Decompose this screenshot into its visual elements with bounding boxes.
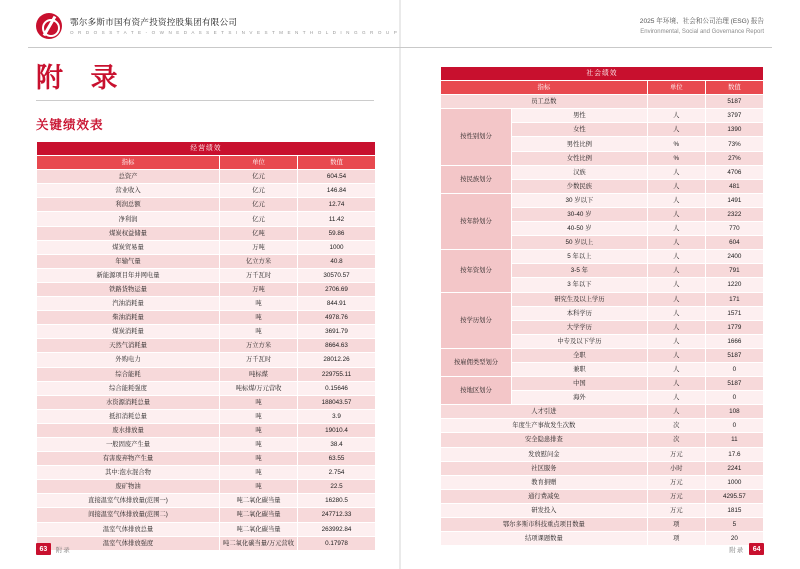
table-row [441,292,764,306]
page-number-right: 64 [749,543,764,555]
table-cell: 一般固废产生量 [37,437,220,451]
table-cell: 人 [647,179,705,193]
table-cell: 人 [647,405,705,419]
table-cell: 人 [647,207,705,221]
table-cell: 水资源消耗总量 [37,395,220,409]
table-cell: 0 [705,419,763,433]
table-cell: 兼职 [512,362,648,376]
table-cell: 吨二氧化碳当量/万元营收 [220,536,298,550]
table-cell: 27% [705,151,763,165]
table-row [441,518,764,532]
table-cell: 社区服务 [441,461,648,475]
table-row [441,377,764,391]
table-cell: 外购电力 [37,353,220,367]
report-title-block [640,16,764,37]
table-row [441,250,764,264]
table-cell: 12.74 [298,198,376,212]
table-cell: 汽油消耗量 [37,297,220,311]
logo-icon [36,13,62,39]
header-divider [28,47,772,48]
report-title-en: Environmental, Social and Governance Report [640,29,764,35]
table-cell: 人 [647,109,705,123]
table-cell: 人 [647,278,705,292]
table-cell: 4706 [705,165,763,179]
table-cell: 中国 [512,377,648,391]
table-cell: 19010.4 [298,423,376,437]
table-row [37,508,376,522]
table-cell: 万吨 [220,282,298,296]
table-cell: 770 [705,222,763,236]
table-cell: 煤炭贸易量 [37,240,220,254]
column-header: 单位 [220,156,298,170]
table-cell: 171 [705,292,763,306]
table-cell: 人 [647,222,705,236]
table-cell: 项 [647,518,705,532]
table-cell: 50 岁以上 [512,236,648,250]
table-cell: 亿元 [220,184,298,198]
table-row [37,184,376,198]
table-cell: 吨二氧化碳当量 [220,494,298,508]
social-performance-table [440,66,764,546]
table-row [37,353,376,367]
table-row [37,268,376,282]
table-row [37,226,376,240]
table-cell: 吨 [220,311,298,325]
page-number-left: 63 [36,543,51,555]
table-row [37,240,376,254]
table-cell: 煤炭消耗量 [37,325,220,339]
table-cell: 年输气量 [37,254,220,268]
table-cell: 人 [647,334,705,348]
table-cell: 4978.76 [298,311,376,325]
table-row [37,536,376,550]
table-cell: 其中:泡水混合物 [37,466,220,480]
table-row [37,198,376,212]
table-cell: 有害废弃物产生量 [37,452,220,466]
table-cell: 73% [705,137,763,151]
table-cell: 11 [705,433,763,447]
row-group-label: 按性别划分 [441,109,512,165]
table-cell: 3.9 [298,409,376,423]
table-cell: 本科学历 [512,306,648,320]
table-cell: 汉族 [512,165,648,179]
footer-label-right: 附录 [729,546,745,554]
table-cell: 604 [705,236,763,250]
table-cell: 万吨 [220,240,298,254]
table-cell: 5187 [705,377,763,391]
table-cell: 38.4 [298,437,376,451]
table-row [441,348,764,362]
right-column [440,66,764,546]
table-cell: 中专及以下学历 [512,334,648,348]
table-cell: 人 [647,292,705,306]
table-cell: 5187 [705,95,763,109]
table-cell: 次 [647,433,705,447]
table-cell: 604.54 [298,170,376,184]
table-cell: 1000 [705,475,763,489]
table-cell: 0.15646 [298,381,376,395]
table-cell: 废水排放量 [37,423,220,437]
table-cell: 人才引进 [441,405,648,419]
table-cell: 年度生产事故发生次数 [441,419,648,433]
table-cell: 108 [705,405,763,419]
table-cell: 亿立方米 [220,254,298,268]
table-cell: 1571 [705,306,763,320]
table-cell: 1779 [705,320,763,334]
table-cell: 煤炭权益储量 [37,226,220,240]
table-cell: 3-5 年 [512,264,648,278]
table-cell: 吨 [220,437,298,451]
table-cell: 万元 [647,475,705,489]
section-title: 关键绩效表 [36,118,104,132]
table-cell: 安全隐患排查 [441,433,648,447]
table-cell: 0.17978 [298,536,376,550]
table-cell: 净利润 [37,212,220,226]
table-cell: 16280.5 [298,494,376,508]
table-row [441,419,764,433]
table-cell: 人 [647,250,705,264]
logo-text [70,16,398,37]
title-divider [36,100,374,101]
page-header [0,0,800,48]
table-row [37,381,376,395]
company-name-en: O R D O S S T A T E - O W N E D A S S E T S I N V E S T M E N T H O L D I N G G R O U P [70,29,399,35]
table-row [37,466,376,480]
table-cell: 小时 [647,461,705,475]
table-cell: 30 岁以下 [512,193,648,207]
table-cell: % [647,151,705,165]
table-cell: 教育捐赠 [441,475,648,489]
table-cell: 间接温室气体排放量(范围二) [37,508,220,522]
table-cell: 海外 [512,391,648,405]
table-cell: 吨 [220,297,298,311]
table-cell: 3 年以下 [512,278,648,292]
company-logo [36,13,398,39]
table-cell: 人 [647,236,705,250]
row-group-label: 按民族划分 [441,165,512,193]
table-row [441,503,764,517]
table-cell: 40-50 岁 [512,222,648,236]
table-row [37,395,376,409]
table-cell: 3691.79 [298,325,376,339]
table-cell: 抵扣消耗总量 [37,409,220,423]
table-cell: 万立方米 [220,339,298,353]
table-cell: % [647,137,705,151]
table-header-row [441,81,764,95]
table-cell: 30-40 岁 [512,207,648,221]
table-cell: 2706.69 [298,282,376,296]
table-cell: 481 [705,179,763,193]
table-row [37,480,376,494]
table-cell: 铁路货物运量 [37,282,220,296]
table-cell: 人 [647,306,705,320]
table-cell: 总资产 [37,170,220,184]
table-row [441,447,764,461]
table-row [37,452,376,466]
table-cell: 2241 [705,461,763,475]
table-row [37,522,376,536]
row-group-label: 按雇佣类型划分 [441,348,512,376]
table-cell: 4295.57 [705,489,763,503]
table-row [37,282,376,296]
table-cell: 1815 [705,503,763,517]
table-cell: 发放慰问金 [441,447,648,461]
table-row [441,489,764,503]
table-cell: 1666 [705,334,763,348]
table-cell: 亿元 [220,170,298,184]
table-cell: 28012.26 [298,353,376,367]
table-row [441,532,764,546]
table-row [441,475,764,489]
table-cell: 温室气体排放总量 [37,522,220,536]
table-cell: 247712.33 [298,508,376,522]
table-row [37,423,376,437]
table-cell: 新能源项目年并网电量 [37,268,220,282]
page-spine [399,0,401,569]
table-cell: 22.5 [298,480,376,494]
table-caption: 社会绩效 [441,67,764,81]
footer-right [724,543,764,555]
table-row [441,95,764,109]
table-row [37,311,376,325]
table-cell: 844.91 [298,297,376,311]
table-row [37,325,376,339]
table-row [37,437,376,451]
table-cell: 吨 [220,452,298,466]
table-cell: 研发投入 [441,503,648,517]
table-caption-row [441,67,764,81]
column-header: 单位 [647,81,705,95]
table-row [441,433,764,447]
table-cell: 吨标煤/万元营收 [220,381,298,395]
table-cell: 吨二氧化碳当量 [220,508,298,522]
report-title-cn: 2025 年环境、社会和公司治理 (ESG) 报告 [639,18,764,25]
left-column [36,60,376,551]
table-caption-row [37,142,376,156]
column-header: 数值 [705,81,763,95]
table-cell: 2400 [705,250,763,264]
table-row [37,409,376,423]
table-cell: 0 [705,362,763,376]
table-cell: 人 [647,193,705,207]
table-cell: 1220 [705,278,763,292]
table-cell: 40.8 [298,254,376,268]
row-group-label: 按年龄划分 [441,193,512,249]
table-cell: 吨二氧化碳当量 [220,522,298,536]
table-cell: 59.86 [298,226,376,240]
table-cell: 大学学历 [512,320,648,334]
company-name-cn: 鄂尔多斯市国有资产投资控股集团有限公司 [70,16,238,27]
table-cell: 8664.63 [298,339,376,353]
table-cell: 3797 [705,109,763,123]
table-row [37,494,376,508]
table-cell: 人 [647,362,705,376]
table-cell: 研究生及以上学历 [512,292,648,306]
table-cell: 人 [647,377,705,391]
table-cell: 人 [647,348,705,362]
table-cell: 229755.11 [298,367,376,381]
table-row [37,254,376,268]
table-cell: 废矿物油 [37,480,220,494]
table-cell: 亿元 [220,212,298,226]
table-row [441,165,764,179]
table-header-row [37,156,376,170]
table-cell: 全职 [512,348,648,362]
table-cell: 直接温室气体排放量(范围一) [37,494,220,508]
table-row [441,193,764,207]
row-group-label: 按年资划分 [441,250,512,292]
table-cell: 人 [647,320,705,334]
table-cell: 188043.57 [298,395,376,409]
table-row [441,109,764,123]
table-cell: 0 [705,391,763,405]
footer-left [36,543,76,555]
table-cell: 1390 [705,123,763,137]
table-cell: 2.754 [298,466,376,480]
table-cell: 通行费减免 [441,489,648,503]
column-header: 指标 [441,81,648,95]
table-cell: 综合能耗强度 [37,381,220,395]
table-cell: 30570.57 [298,268,376,282]
table-cell: 5 [705,518,763,532]
table-cell: 吨 [220,466,298,480]
table-cell: 万千瓦时 [220,268,298,282]
page-title: 附 录 [36,63,128,93]
table-cell: 少数民族 [512,179,648,193]
table-cell: 柴油消耗量 [37,311,220,325]
table-row [37,367,376,381]
table-cell: 2322 [705,207,763,221]
table-cell: 63.55 [298,452,376,466]
table-cell: 11.42 [298,212,376,226]
column-header: 指标 [37,156,220,170]
table-cell: 5187 [705,348,763,362]
table-cell: 男性 [512,109,648,123]
table-cell: 263992.84 [298,522,376,536]
table-cell: 791 [705,264,763,278]
table-cell: 利润总额 [37,198,220,212]
table-cell: 人 [647,391,705,405]
table-cell: 吨 [220,423,298,437]
table-row [37,170,376,184]
table-cell: 吨 [220,409,298,423]
column-header: 数值 [298,156,376,170]
table-cell: 鄂尔多斯市科技重点项目数量 [441,518,648,532]
row-group-label: 按学历划分 [441,292,512,348]
table-cell: 万元 [647,503,705,517]
table-cell: 5 年以上 [512,250,648,264]
table-cell: 吨标煤 [220,367,298,381]
footer-label-left: 附录 [55,546,71,554]
table-cell: 亿吨 [220,226,298,240]
table-row [37,212,376,226]
table-cell: 吨 [220,480,298,494]
table-cell: 1000 [298,240,376,254]
operating-performance-table [36,141,376,551]
table-cell: 次 [647,419,705,433]
table-cell [647,95,705,109]
table-cell: 1491 [705,193,763,207]
table-cell: 人 [647,264,705,278]
table-cell: 万千瓦时 [220,353,298,367]
table-cell: 20 [705,532,763,546]
table-cell: 综合能耗 [37,367,220,381]
table-cell: 男性比例 [512,137,648,151]
table-row [441,461,764,475]
table-row [37,297,376,311]
table-cell: 万元 [647,447,705,461]
table-cell: 项 [647,532,705,546]
table-caption: 经营绩效 [37,142,376,156]
table-cell: 女性比例 [512,151,648,165]
table-cell: 人 [647,165,705,179]
table-cell: 员工总数 [441,95,648,109]
table-cell: 女性 [512,123,648,137]
table-cell: 万元 [647,489,705,503]
table-cell: 人 [647,123,705,137]
table-cell: 温室气体排放强度 [37,536,220,550]
table-cell: 146.84 [298,184,376,198]
table-cell: 天然气消耗量 [37,339,220,353]
table-cell: 吨 [220,325,298,339]
table-cell: 结项课题数量 [441,532,648,546]
row-group-label: 按地区划分 [441,377,512,405]
table-row [37,339,376,353]
table-cell: 17.6 [705,447,763,461]
table-cell: 营业收入 [37,184,220,198]
table-row [441,405,764,419]
table-cell: 亿元 [220,198,298,212]
table-cell: 吨 [220,395,298,409]
